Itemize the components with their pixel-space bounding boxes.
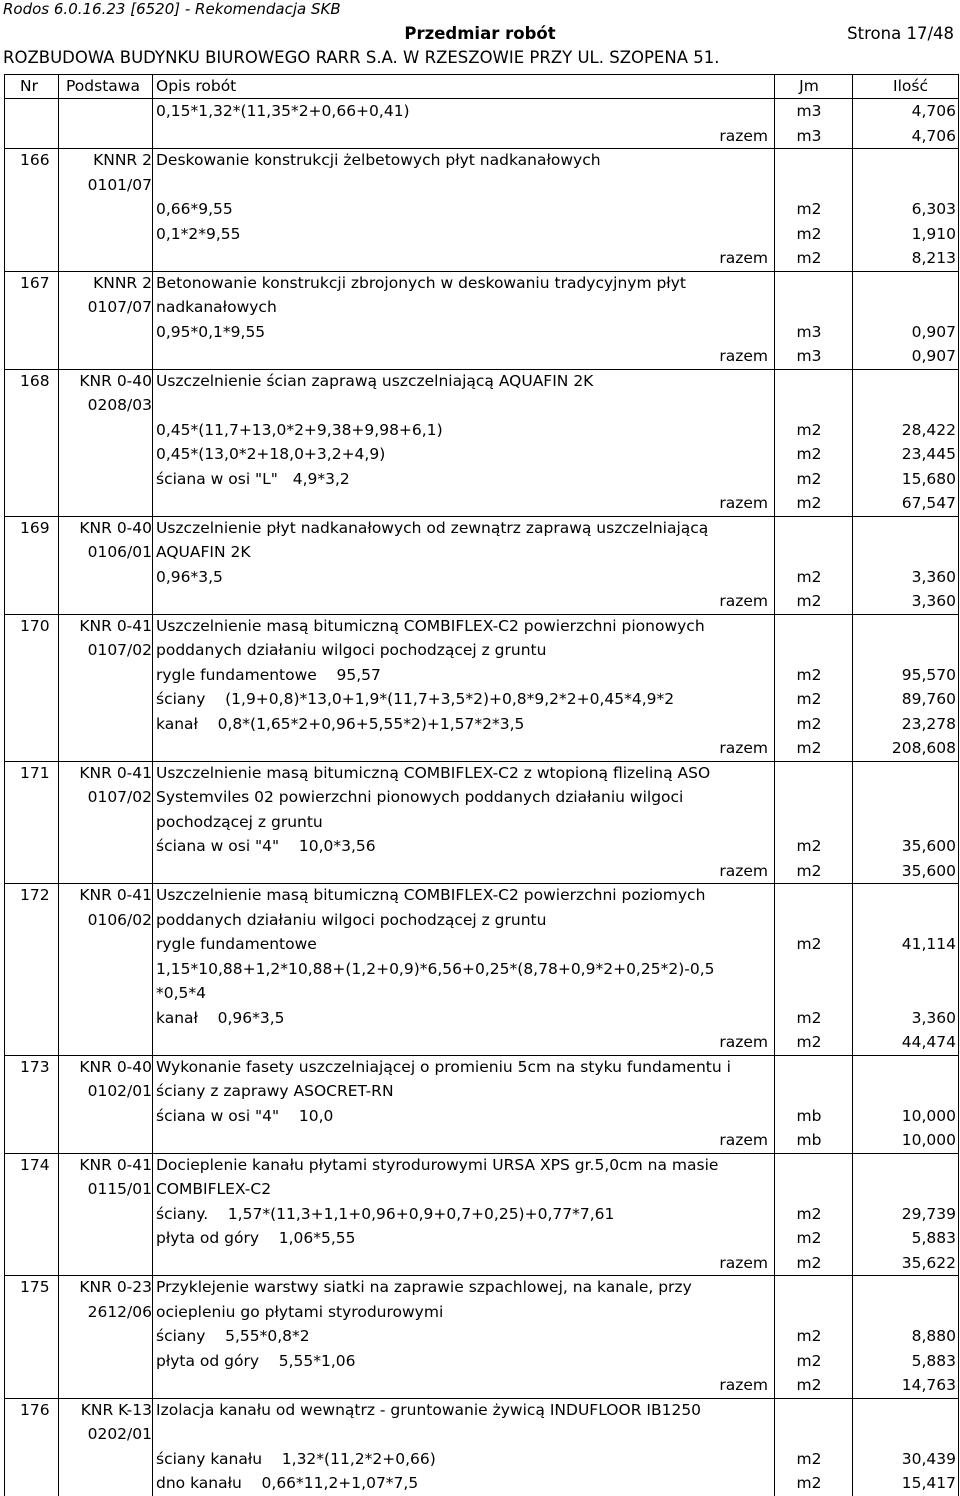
- item-row: [4, 1153, 958, 1178]
- item-description: COMBIFLEX-C2: [156, 1180, 272, 1198]
- table-row: [4, 295, 958, 320]
- item-row: [4, 1398, 958, 1423]
- sum-label: razem: [719, 494, 768, 512]
- grid-hline: [4, 883, 958, 884]
- item-basis: KNR 0-23: [79, 1278, 152, 1296]
- sum-label: razem: [719, 249, 768, 267]
- grid-hline: [4, 614, 958, 615]
- item-basis: 0106/02: [87, 910, 152, 929]
- table-row: [4, 442, 958, 467]
- grid-hline: [4, 369, 958, 370]
- item-row: [4, 271, 958, 296]
- sum-row: [4, 124, 958, 149]
- unit: mb: [796, 1131, 822, 1149]
- item-description: 0,45*(13,0*2+18,0+3,2+4,9): [156, 445, 386, 463]
- item-description: 0,15*1,32*(11,35*2+0,66+0,41): [156, 102, 410, 120]
- item-basis: KNR 0-41: [79, 616, 152, 635]
- quantity: 0,907: [911, 347, 956, 365]
- item-number: 167: [20, 273, 50, 292]
- quantity: 6,303: [911, 200, 956, 218]
- grid-hline: [4, 1153, 958, 1154]
- item-basis: KNR 0-41: [79, 763, 152, 782]
- page-number: Strona 17/48: [847, 24, 954, 43]
- item-description: Uszczelnienie masą bitumiczną COMBIFLEX-C2 powierzchni pionowych: [156, 616, 705, 635]
- grid-hline: [4, 516, 958, 517]
- grid-vline: [58, 74, 59, 1496]
- table-row: [4, 1471, 958, 1496]
- unit: m2: [796, 592, 822, 610]
- item-description: ociepleniu go płytami styrodurowymi: [156, 1302, 444, 1321]
- item-description: Deskowanie konstrukcji żelbetowych płyt nadkanałowych: [156, 151, 601, 169]
- item-number: 168: [20, 371, 50, 390]
- item-description: ściany z zaprawy ASOCRET-RN: [156, 1082, 394, 1100]
- item-description: płyta od góry 5,55*1,06: [156, 1351, 356, 1370]
- item-row: [4, 1055, 958, 1080]
- item-description: 0,1*2*9,55: [156, 224, 241, 243]
- quantity: 23,445: [901, 445, 956, 463]
- item-number: 170: [20, 616, 50, 635]
- item-description: ściana w osi "4" 10,0*3,56: [156, 837, 376, 855]
- item-basis: 0107/02: [87, 788, 152, 806]
- item-description: 0,66*9,55: [156, 200, 233, 218]
- item-basis: 0115/01: [87, 1180, 152, 1198]
- item-number: 174: [20, 1155, 50, 1174]
- item-basis: 0106/01: [87, 543, 152, 561]
- sum-row: [4, 736, 958, 761]
- item-number: 176: [20, 1400, 50, 1419]
- quantity: 1,910: [911, 224, 956, 243]
- table-row: [4, 932, 958, 957]
- sum-label: razem: [719, 347, 768, 365]
- quantity: 28,422: [901, 420, 956, 439]
- item-description: Przyklejenie warstwy siatki na zaprawie szpachlowej, na kanale, przy: [156, 1278, 692, 1296]
- unit: m3: [796, 102, 822, 120]
- project-title: ROZBUDOWA BUDYNKU BIUROWEGO RARR S.A. W RZESZOWIE PRZY UL. SZOPENA 51.: [3, 48, 720, 67]
- grid-hline: [4, 761, 958, 762]
- item-description: *0,5*4: [156, 984, 207, 1002]
- unit: m2: [796, 1376, 822, 1394]
- grid-hline: [4, 1055, 958, 1056]
- item-description: Izolacja kanału od wewnątrz - gruntowanie żywicą INDUFLOOR IB1250: [156, 1400, 702, 1419]
- unit: m2: [796, 1474, 822, 1492]
- unit: m2: [796, 224, 822, 243]
- grid-vline: [4, 74, 5, 1496]
- item-row: [4, 883, 958, 908]
- unit: m2: [796, 1449, 822, 1468]
- quantity: 208,608: [891, 739, 956, 757]
- table-row: [4, 540, 958, 565]
- quantity: 3,360: [911, 1008, 956, 1027]
- quantity: 35,600: [901, 837, 956, 855]
- table-row: [4, 834, 958, 859]
- quantity: 5,883: [911, 1351, 956, 1370]
- grid-hline: [4, 271, 958, 272]
- table-row: [4, 1422, 958, 1447]
- item-description: 0,95*0,1*9,55: [156, 322, 266, 341]
- table-row: [4, 1447, 958, 1472]
- item-description: rygle fundamentowe 95,57: [156, 665, 381, 684]
- sum-row: [4, 1128, 958, 1153]
- item-basis: 0102/01: [87, 1082, 152, 1100]
- sum-row: [4, 1030, 958, 1055]
- quantity: 41,114: [901, 935, 956, 953]
- item-row: [4, 761, 958, 786]
- quantity: 15,680: [901, 469, 956, 488]
- table-row: [4, 173, 958, 198]
- unit: m2: [796, 420, 822, 439]
- grid-vline: [774, 74, 775, 1496]
- unit: m2: [796, 200, 822, 218]
- unit: m2: [796, 714, 822, 733]
- table-row: [4, 467, 958, 492]
- table-body: [4, 99, 958, 1496]
- quantity: 8,880: [911, 1327, 956, 1345]
- sum-row: [4, 246, 958, 271]
- item-row: [4, 369, 958, 394]
- item-description: kanał 0,8*(1,65*2+0,96+5,55*2)+1,57*2*3,5: [156, 714, 525, 733]
- item-row: [4, 148, 958, 173]
- unit: m2: [796, 665, 822, 684]
- table-row: [4, 810, 958, 835]
- table-row: [4, 1349, 958, 1374]
- item-description: ściany 5,55*0,8*2: [156, 1327, 310, 1345]
- item-description: pochodzącej z gruntu: [156, 812, 323, 831]
- table-row: [4, 908, 958, 933]
- item-description: nadkanałowych: [156, 298, 277, 316]
- grid-hline: [4, 1398, 958, 1399]
- unit: m2: [796, 1253, 822, 1272]
- table-row: [4, 320, 958, 345]
- table-row: [4, 1226, 958, 1251]
- table-header: [4, 74, 958, 99]
- unit: m2: [796, 861, 822, 880]
- item-number: 173: [20, 1057, 50, 1076]
- unit: m3: [796, 322, 822, 341]
- item-description: Docieplenie kanału płytami styrodurowymi URSA XPS gr.5,0cm na masie: [156, 1155, 719, 1174]
- item-basis: KNNR 2: [93, 273, 152, 292]
- col-qty: Ilość: [893, 77, 928, 95]
- unit: m2: [796, 469, 822, 488]
- quantity: 15,417: [901, 1474, 956, 1492]
- cost-table: [4, 74, 958, 1496]
- table-row: [4, 638, 958, 663]
- item-description: kanał 0,96*3,5: [156, 1008, 285, 1027]
- table-row: [4, 1079, 958, 1104]
- unit: m2: [796, 837, 822, 855]
- item-description: płyta od góry 1,06*5,55: [156, 1229, 356, 1247]
- table-row: [4, 418, 958, 443]
- grid-hline: [4, 74, 958, 75]
- unit: m2: [796, 494, 822, 512]
- grid-hline: [4, 1275, 958, 1276]
- grid-vline: [152, 74, 153, 1496]
- table-row: [4, 1202, 958, 1227]
- item-basis: 0101/07: [87, 175, 152, 194]
- quantity: 0,907: [911, 322, 956, 341]
- col-desc: Opis robót: [156, 77, 237, 95]
- quantity: 44,474: [901, 1033, 956, 1051]
- sum-label: razem: [719, 592, 768, 610]
- table-row: [4, 1324, 958, 1349]
- item-description: dno kanału 0,66*11,2+1,07*7,5: [156, 1474, 419, 1492]
- quantity: 67,547: [901, 494, 956, 512]
- sum-label: razem: [719, 861, 768, 880]
- item-row: [4, 1275, 958, 1300]
- unit: m2: [796, 445, 822, 463]
- col-basis: Podstawa: [66, 77, 140, 95]
- item-description: Uszczelnienie masą bitumiczną COMBIFLEX-C2 z wtopioną flizeliną ASO: [156, 763, 711, 782]
- table-row: [4, 197, 958, 222]
- grid-vline: [958, 74, 959, 1496]
- item-number: 171: [20, 763, 50, 782]
- item-basis: KNNR 2: [93, 151, 152, 169]
- quantity: 30,439: [901, 1449, 956, 1468]
- unit: m2: [796, 1229, 822, 1247]
- item-basis: KNR 0-41: [79, 886, 152, 904]
- item-description: poddanych działaniu wilgoci pochodzącej z gruntu: [156, 641, 547, 659]
- item-basis: 0208/03: [87, 396, 152, 414]
- sum-row: [4, 859, 958, 884]
- quantity: 4,706: [911, 102, 956, 120]
- table-row: [4, 687, 958, 712]
- quantity: 8,213: [911, 249, 956, 267]
- quantity: 35,622: [901, 1253, 956, 1272]
- col-nr: Nr: [20, 77, 38, 95]
- item-number: 175: [20, 1278, 50, 1296]
- table-row: [4, 99, 958, 124]
- unit: m2: [796, 1351, 822, 1370]
- item-basis: 0107/07: [87, 298, 152, 316]
- table-row: [4, 1006, 958, 1031]
- item-row: [4, 614, 958, 639]
- item-description: ściana w osi "L" 4,9*3,2: [156, 469, 350, 488]
- item-number: 169: [20, 518, 50, 537]
- item-description: 0,45*(11,7+13,0*2+9,38+9,98+6,1): [156, 420, 443, 439]
- item-description: rygle fundamentowe: [156, 935, 317, 953]
- table-row: [4, 712, 958, 737]
- unit: m2: [796, 1327, 822, 1345]
- sum-row: [4, 1251, 958, 1276]
- item-basis: 0107/02: [87, 641, 152, 659]
- grid-vline: [852, 74, 853, 1496]
- unit: m2: [796, 1008, 822, 1027]
- unit: m2: [796, 935, 822, 953]
- item-description: ściany kanału 1,32*(11,2*2+0,66): [156, 1449, 436, 1468]
- item-basis: KNR 0-41: [79, 1155, 152, 1174]
- quantity: 10,000: [901, 1131, 956, 1149]
- unit: m3: [796, 126, 822, 145]
- item-description: Uszczelnienie ścian zaprawą uszczelniającą AQUAFIN 2K: [156, 371, 594, 390]
- item-description: Uszczelnienie masą bitumiczną COMBIFLEX-C2 powierzchni poziomych: [156, 886, 706, 904]
- quantity: 10,000: [901, 1106, 956, 1125]
- sum-label: razem: [719, 739, 768, 757]
- quantity: 3,360: [911, 592, 956, 610]
- quantity: 14,763: [901, 1376, 956, 1394]
- sum-label: razem: [719, 126, 768, 145]
- unit: m2: [796, 1204, 822, 1223]
- grid-hline: [4, 148, 958, 149]
- sum-row: [4, 491, 958, 516]
- quantity: 35,600: [901, 861, 956, 880]
- quantity: 3,360: [911, 567, 956, 586]
- item-description: ściany. 1,57*(11,3+1,1+0,96+0,9+0,7+0,25)+0,77*7,61: [156, 1204, 615, 1223]
- item-description: poddanych działaniu wilgoci pochodzącej z gruntu: [156, 910, 547, 929]
- item-basis: 2612/06: [87, 1302, 152, 1321]
- sum-row: [4, 589, 958, 614]
- unit: m2: [796, 690, 822, 708]
- item-description: Systemviles 02 powierzchni pionowych poddanych działaniu wilgoci: [156, 788, 684, 806]
- sum-label: razem: [719, 1131, 768, 1149]
- item-basis: KNR 0-40: [79, 518, 152, 537]
- quantity: 4,706: [911, 126, 956, 145]
- item-number: 166: [20, 151, 50, 169]
- table-row: [4, 981, 958, 1006]
- quantity: 29,739: [901, 1204, 956, 1223]
- item-row: [4, 516, 958, 541]
- sum-label: razem: [719, 1376, 768, 1394]
- table-row: [4, 393, 958, 418]
- item-basis: KNR 0-40: [79, 1057, 152, 1076]
- quantity: 95,570: [901, 665, 956, 684]
- unit: m2: [796, 739, 822, 757]
- app-title: Rodos 6.0.16.23 [6520] - Rekomendacja SKB: [3, 0, 341, 18]
- col-unit: Jm: [799, 77, 819, 95]
- item-description: Wykonanie fasety uszczelniającej o promieniu 5cm na styku fundamentu i: [156, 1057, 731, 1076]
- table-row: [4, 1300, 958, 1325]
- sum-row: [4, 344, 958, 369]
- item-description: ściany (1,9+0,8)*13,0+1,9*(11,7+3,5*2)+0,8*9,2*2+0,45*4,9*2: [156, 690, 675, 708]
- sum-row: [4, 1373, 958, 1398]
- item-basis: KNR K-13: [80, 1400, 152, 1419]
- unit: m2: [796, 567, 822, 586]
- unit: m3: [796, 347, 822, 365]
- unit: m2: [796, 1033, 822, 1051]
- table-row: [4, 663, 958, 688]
- item-description: AQUAFIN 2K: [156, 543, 251, 561]
- item-description: 0,96*3,5: [156, 567, 223, 586]
- item-description: Betonowanie konstrukcji zbrojonych w deskowaniu tradycyjnym płyt: [156, 273, 686, 292]
- item-description: ściana w osi "4" 10,0: [156, 1106, 334, 1125]
- table-row: [4, 1177, 958, 1202]
- table-row: [4, 957, 958, 982]
- page-title: Przedmiar robót: [404, 24, 556, 43]
- table-row: [4, 222, 958, 247]
- table-row: [4, 565, 958, 590]
- unit: mb: [796, 1106, 822, 1125]
- item-basis: KNR 0-40: [79, 371, 152, 390]
- item-description: Uszczelnienie płyt nadkanałowych od zewnątrz zaprawą uszczelniającą: [156, 518, 709, 537]
- sum-label: razem: [719, 1253, 768, 1272]
- item-description: 1,15*10,88+1,2*10,88+(1,2+0,9)*6,56+0,25*(8,78+0,9*2+0,25*2)-0,5: [156, 959, 715, 978]
- sum-label: razem: [719, 1033, 768, 1051]
- item-basis: 0202/01: [87, 1425, 152, 1443]
- quantity: 23,278: [901, 714, 956, 733]
- quantity: 5,883: [911, 1229, 956, 1247]
- table-row: [4, 785, 958, 810]
- table-row: [4, 1104, 958, 1129]
- unit: m2: [796, 249, 822, 267]
- quantity: 89,760: [901, 690, 956, 708]
- item-number: 172: [20, 886, 50, 904]
